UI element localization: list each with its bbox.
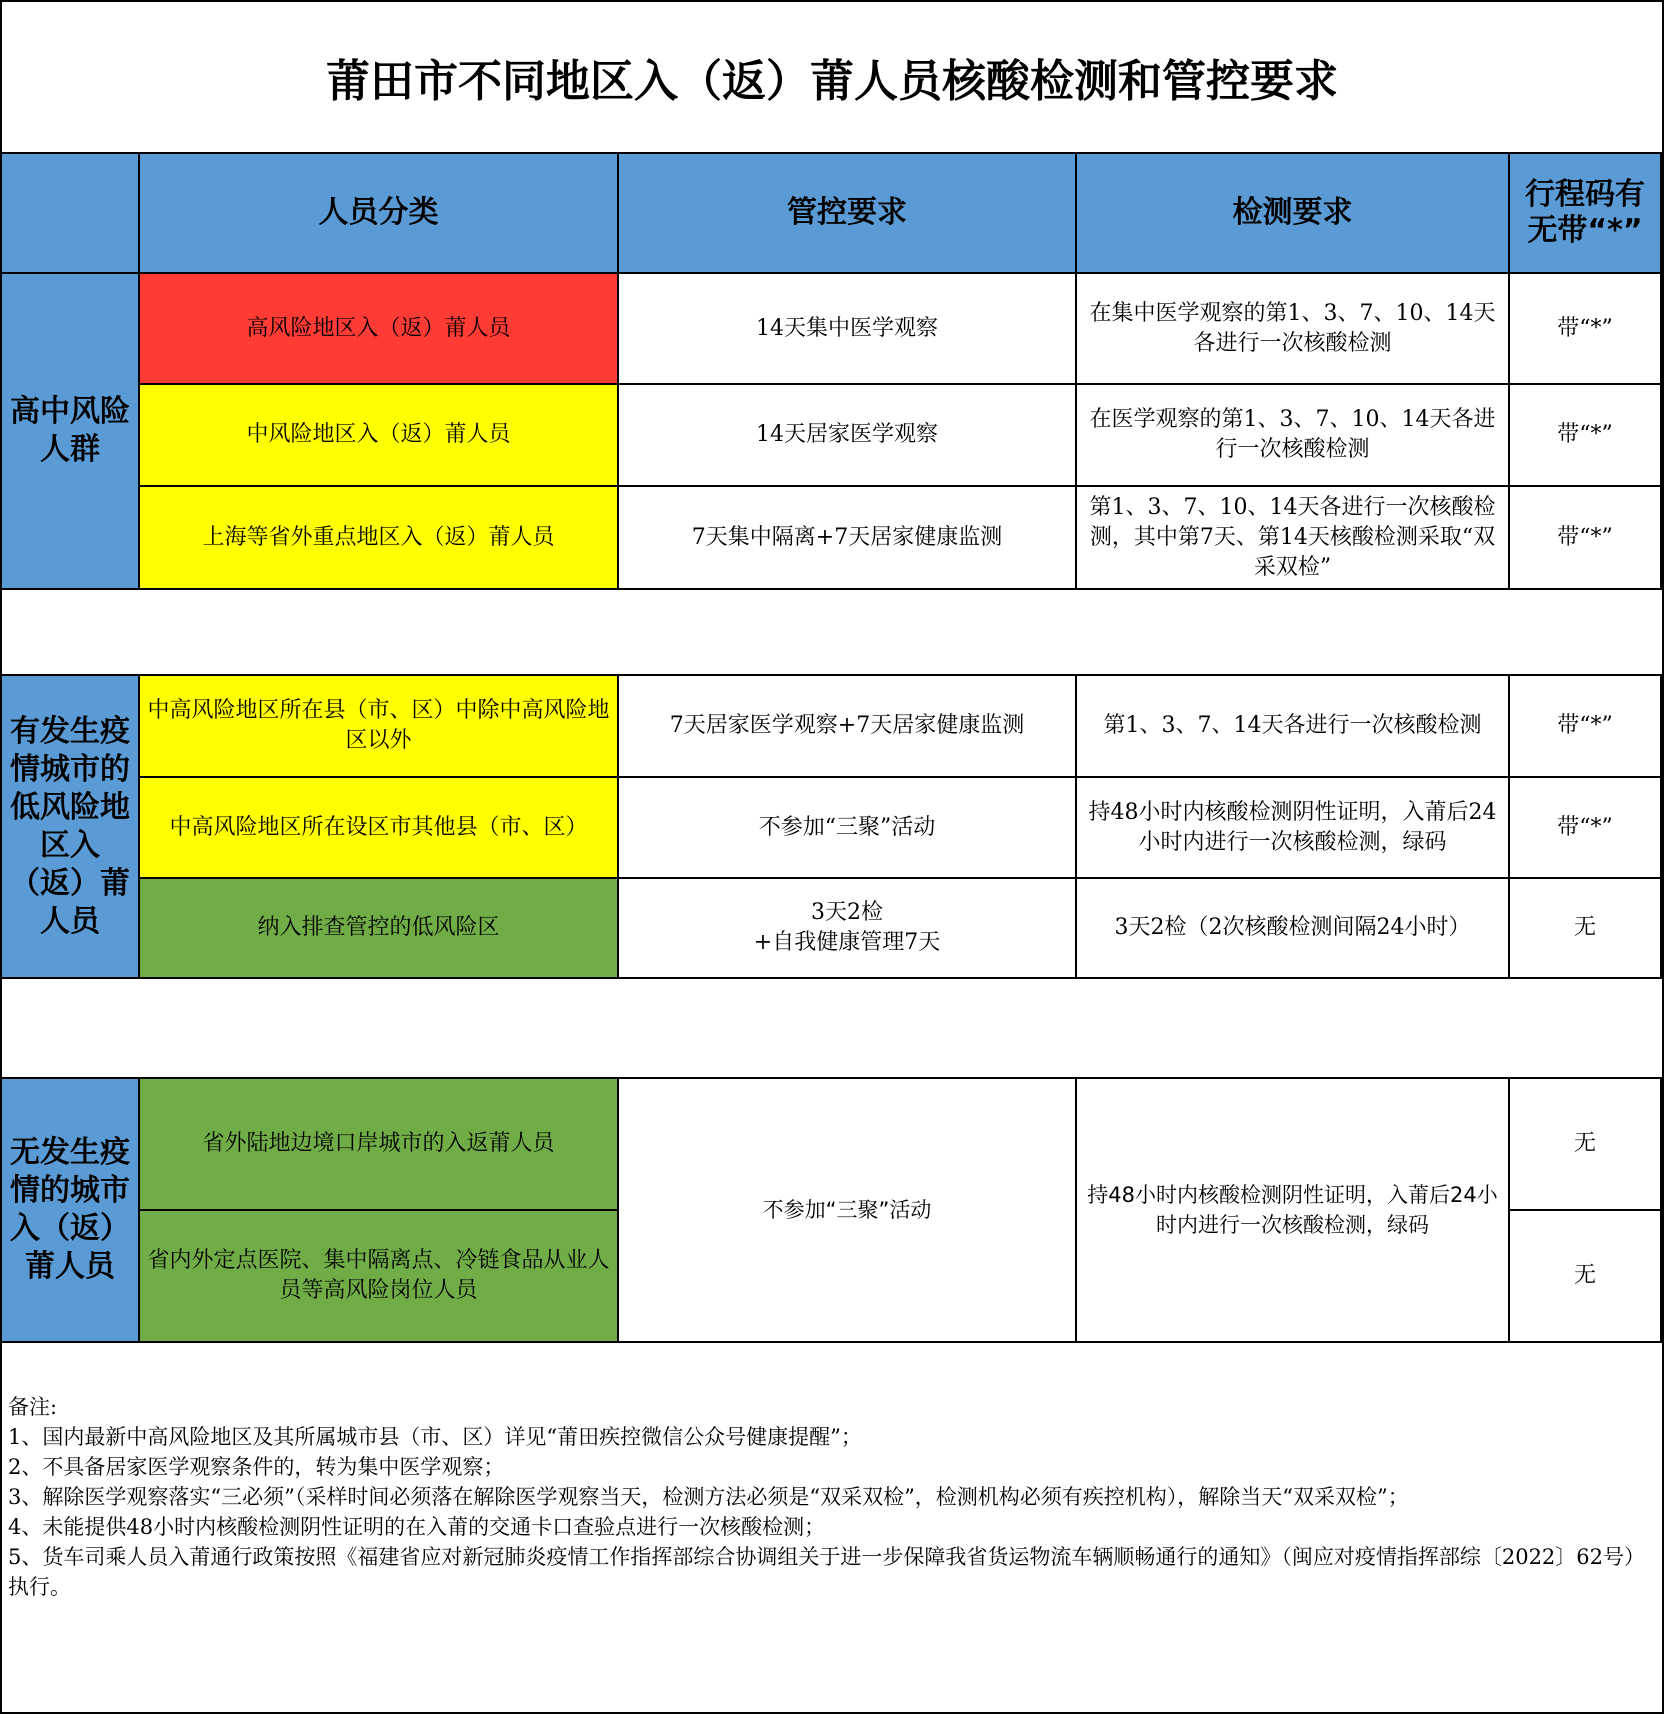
group-no-outbreak-city: 无发生疫情的城市入（返）莆人员: [2, 1079, 140, 1343]
no-outbreak-testing: 持48小时内核酸检测阴性证明，入莆后24小时内进行一次核酸检测，绿码: [1077, 1079, 1510, 1343]
row-shanghai-testing: 第1、3、7、10、14天各进行一次核酸检测，其中第7天、第14天核酸检测采取“双采双检”: [1077, 487, 1510, 590]
notes-section: [8, 1392, 1658, 1602]
note-item: 1、国内最新中高风险地区及其所属城市县（市、区）详见“莆田疾控微信公众号健康提醒”；: [8, 1425, 862, 1449]
row-other-county-testing: 持48小时内核酸检测阴性证明，入莆后24小时内进行一次核酸检测，绿码: [1077, 778, 1510, 879]
spacer-row: [2, 590, 1662, 676]
header-blank: [2, 154, 140, 274]
row-same-county-travel-code: 带“*”: [1510, 676, 1662, 778]
row-high-risk-control: 14天集中医学观察: [619, 274, 1077, 385]
row-high-risk-testing: 在集中医学观察的第1、3、7、10、14天各进行一次核酸检测: [1077, 274, 1510, 385]
note-item: 4、未能提供48小时内核酸检测阴性证明的在入莆的交通卡口查验点进行一次核酸检测；: [8, 1515, 826, 1539]
row-high-risk-travel-code: 带“*”: [1510, 274, 1662, 385]
row-same-county-category: 中高风险地区所在县（市、区）中除中高风险地区以外: [140, 676, 619, 778]
note-item: 2、不具备居家医学观察条件的，转为集中医学观察；: [8, 1455, 505, 1479]
row-high-risk-post-travel-code: 无: [1510, 1211, 1662, 1343]
note-item: 5、货车司乘人员入莆通行政策按照《福建省应对新冠肺炎疫情工作指挥部综合协调组关于进一步保障我省货运物流车辆顺畅通行的通知》（闽应对疫情指挥部综〔2022〕62号）执行。: [8, 1545, 1646, 1599]
header-category: 人员分类: [140, 154, 619, 274]
row-shanghai-control: 7天集中隔离+7天居家健康监测: [619, 487, 1077, 590]
row-border-port-travel-code: 无: [1510, 1079, 1662, 1211]
header-travel-code: 行程码有无带“*”: [1510, 154, 1662, 274]
row-other-county-control: 不参加“三聚”活动: [619, 778, 1077, 879]
row-same-county-testing: 第1、3、7、14天各进行一次核酸检测: [1077, 676, 1510, 778]
row-mid-risk-control: 14天居家医学观察: [619, 385, 1077, 487]
group-low-risk-outbreak-city: 有发生疫情城市的低风险地区入（返）莆人员: [2, 676, 140, 979]
row-screened-low-risk-testing: 3天2检（2次核酸检测间隔24小时）: [1077, 879, 1510, 979]
header-control: 管控要求: [619, 154, 1077, 274]
notes-heading: 备注:: [8, 1395, 58, 1419]
row-other-county-travel-code: 带“*”: [1510, 778, 1662, 879]
row-same-county-control: 7天居家医学观察+7天居家健康监测: [619, 676, 1077, 778]
control-line-1: 3天2检: [811, 900, 883, 925]
group-high-mid-risk: 高中风险人群: [2, 274, 140, 590]
no-outbreak-control: 不参加“三聚”活动: [619, 1079, 1077, 1343]
row-mid-risk-travel-code: 带“*”: [1510, 385, 1662, 487]
row-screened-low-risk-category: 纳入排查管控的低风险区: [140, 879, 619, 979]
row-mid-risk-category: 中风险地区入（返）莆人员: [140, 385, 619, 487]
row-mid-risk-testing: 在医学观察的第1、3、7、10、14天各进行一次核酸检测: [1077, 385, 1510, 487]
control-line-2: +自我健康管理7天: [753, 930, 941, 955]
note-item: 3、解除医学观察落实“三必须”（采样时间必须落在解除医学观察当天，检测方法必须是“双采双检”，检测机构必须有疾控机构），解除当天“双采双检”；: [8, 1485, 1409, 1509]
row-screened-low-risk-control: [619, 879, 1077, 979]
row-shanghai-category: 上海等省外重点地区入（返）莆人员: [140, 487, 619, 590]
row-screened-low-risk-travel-code: 无: [1510, 879, 1662, 979]
header-testing: 检测要求: [1077, 154, 1510, 274]
row-high-risk-category: 高风险地区入（返）莆人员: [140, 274, 619, 385]
row-shanghai-travel-code: 带“*”: [1510, 487, 1662, 590]
row-border-port-category: 省外陆地边境口岸城市的入返莆人员: [140, 1079, 619, 1211]
row-other-county-category: 中高风险地区所在设区市其他县（市、区）: [140, 778, 619, 879]
spacer-row: [2, 979, 1662, 1079]
row-high-risk-post-category: 省内外定点医院、集中隔离点、冷链食品从业人员等高风险岗位人员: [140, 1211, 619, 1343]
page-title: 莆田市不同地区入（返）莆人员核酸检测和管控要求: [2, 2, 1662, 154]
